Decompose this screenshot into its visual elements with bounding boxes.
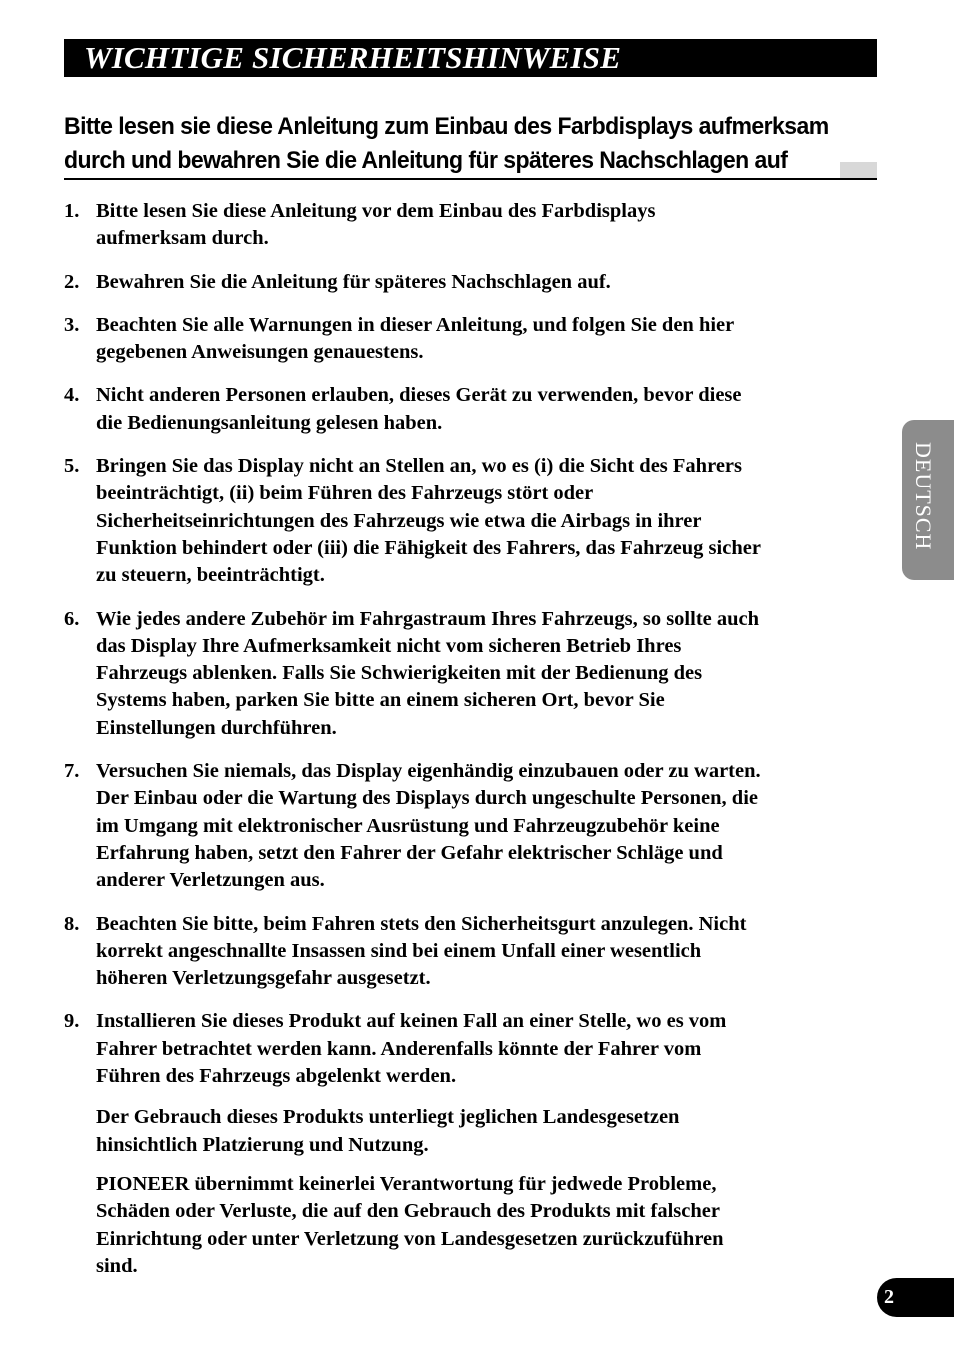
- paragraph-line: sind.: [96, 1254, 138, 1277]
- list-item-line: das Display Ihre Aufmerksamkeit nicht vom sicheren Betrieb Ihres: [96, 634, 682, 657]
- list-item-line: Wie jedes andere Zubehör im Fahrgastraum Ihres Fahrzeugs, so sollte auch: [96, 607, 760, 630]
- list-item-paragraph: [96, 1171, 854, 1280]
- list-item-line: Beachten Sie alle Warnungen in dieser Anleitung, und folgen Sie den hier: [96, 313, 735, 336]
- paragraph-line: Einrichtung oder unter Verletzung von Landesgesetzen zurückzuführen: [96, 1227, 724, 1250]
- list-item-line: Einstellungen durchführen.: [96, 716, 337, 739]
- safety-instructions-list: [64, 198, 854, 1296]
- list-item-number: 9.: [64, 1010, 80, 1033]
- paragraph-line: hinsichtlich Platzierung und Nutzung.: [96, 1133, 429, 1156]
- list-item-line: die Bedienungsanleitung gelesen haben.: [96, 411, 443, 434]
- list-item-line: anderer Verletzungen aus.: [96, 869, 325, 892]
- list-item-number: 3.: [64, 313, 80, 336]
- list-item-line: aufmerksam durch.: [96, 227, 269, 250]
- list-item-number: 5.: [64, 455, 80, 478]
- list-item-line: Fahrzeugs ablenken. Falls Sie Schwierigkeiten mit der Bedienung des: [96, 662, 703, 685]
- subheading-accent-bar: [840, 162, 877, 178]
- list-item: [64, 453, 854, 589]
- list-item-line: Versuchen Sie niemals, das Display eigenhändig einzubauen oder zu warten.: [96, 760, 761, 783]
- section-title-bar: [64, 39, 877, 77]
- list-item-number: 1.: [64, 200, 80, 222]
- paragraph-line: Der Gebrauch dieses Produkts unterliegt jeglichen Landesgesetzen: [96, 1106, 680, 1129]
- list-item-line: gegebenen Anweisungen genauestens.: [96, 341, 424, 364]
- list-item-number: 8.: [64, 912, 80, 935]
- list-item-line: Führen des Fahrzeugs abgelenkt werden.: [96, 1065, 457, 1088]
- list-item-line: Installieren Sie dieses Produkt auf keinen Fall an einer Stelle, wo es vom: [96, 1010, 727, 1033]
- subheading: [64, 110, 844, 178]
- list-item-number: 6.: [64, 607, 80, 630]
- page-number-badge: [877, 1278, 954, 1317]
- list-item-line: Sicherheitseinrichtungen des Fahrzeugs wie etwa die Airbags in ihrer: [96, 509, 702, 532]
- list-item: [64, 198, 854, 253]
- list-item-line: Bringen Sie das Display nicht an Stellen an, wo es (i) die Sicht des Fahrers: [96, 455, 742, 478]
- list-item-line: Fahrer betrachtet werden kann. Anderenfalls könnte der Fahrer vom: [96, 1037, 702, 1060]
- list-item: [64, 606, 854, 742]
- list-item-number: 4.: [64, 384, 80, 407]
- list-item-number: 2.: [64, 270, 80, 293]
- language-tab-label: DEUTSCH: [911, 442, 936, 551]
- subheading-line: Bitte lesen sie diese Anleitung zum Einbau des Farbdisplays aufmerksam: [64, 113, 829, 140]
- list-item-line: Beachten Sie bitte, beim Fahren stets den Sicherheitsgurt anzulegen. Nicht: [96, 912, 747, 935]
- list-item-line: im Umgang mit elektronischer Ausrüstung und Fahrzeugzubehör keine: [96, 814, 720, 837]
- list-item: [64, 758, 854, 894]
- subheading-underline: [64, 178, 877, 180]
- list-item-line: Bitte lesen Sie diese Anleitung vor dem Einbau des Farbdisplays: [96, 200, 656, 222]
- page-number: 2: [884, 1286, 894, 1308]
- list-item-line: korrekt angeschnallte Insassen sind bei einem Unfall einer wesentlich: [96, 939, 702, 962]
- list-item-line: beeinträchtigt, (ii) beim Führen des Fahrzeugs stört oder: [96, 482, 594, 505]
- section-title: WICHTIGE SICHERHEITSHINWEISE: [84, 40, 622, 75]
- list-item-line: Erfahrung haben, setzt den Fahrer der Gefahr elektrischer Schläge und: [96, 841, 723, 864]
- list-item-line: höheren Verletzungsgefahr ausgesetzt.: [96, 967, 431, 990]
- list-item: [64, 312, 854, 367]
- list-item-line: Systems haben, parken Sie bitte an einem sicheren Ort, bevor Sie: [96, 689, 665, 712]
- list-item-line: Bewahren Sie die Anleitung für späteres Nachschlagen auf.: [96, 270, 611, 293]
- list-item-number: 7.: [64, 760, 80, 783]
- language-tab: [902, 420, 954, 580]
- list-item: [64, 911, 854, 993]
- list-item: [64, 1008, 854, 1280]
- paragraph-line: Schäden oder Verluste, die auf den Gebrauch des Produkts mit falscher: [96, 1200, 720, 1223]
- list-item-line: zu steuern, beeinträchtigt.: [96, 564, 325, 587]
- list-item: [64, 269, 854, 296]
- list-item-line: Der Einbau oder die Wartung des Displays durch ungeschulte Personen, die: [96, 787, 758, 810]
- list-item-line: Nicht anderen Personen erlauben, dieses Gerät zu verwenden, bevor diese: [96, 384, 742, 407]
- subheading-line: durch und bewahren Sie die Anleitung für späteres Nachschlagen auf: [64, 147, 788, 174]
- list-item: [64, 382, 854, 437]
- list-item-paragraph: [96, 1104, 854, 1159]
- list-item-line: Funktion behindert oder (iii) die Fähigkeit des Fahrers, das Fahrzeug sicher: [96, 536, 761, 559]
- paragraph-line: PIONEER übernimmt keinerlei Verantwortung für jedwede Probleme,: [96, 1172, 717, 1195]
